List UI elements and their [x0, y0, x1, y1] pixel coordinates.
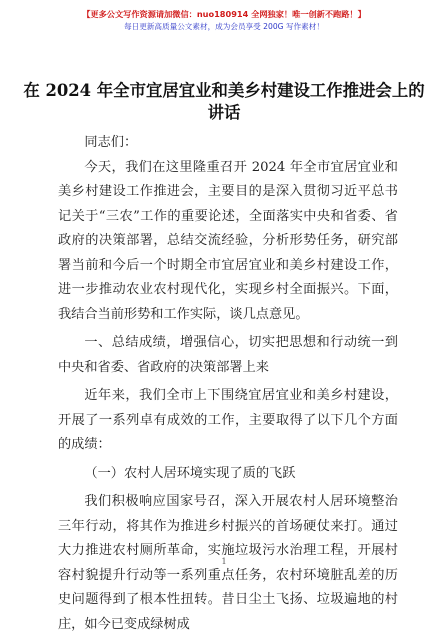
subsection-heading: （一）农村人居环境实现了质的飞跃: [84, 465, 296, 481]
page-number: 1: [221, 557, 227, 566]
paragraph-body: 我们积极响应国家号召，深入开展农村人居环境整治三年行动，将其作为推进乡村振兴的首场硬仗来打。通过大力推进农村厕所革命，实施垃圾污水治理工程，开展村容村貌提升行动等一系列重点任务，农村环境脏乱差的历史问题得到了根本性扭转。昔日尘土飞扬、垃圾遍地的村庄，如今已变成绿树成: [58, 494, 398, 632]
section-heading: 一、总结成绩，增强信心，切实把思想和行动统一到中央和省委、省政府的决策部署上来: [58, 335, 398, 375]
document-title: 在 2024 年全市宜居宜业和美乡村建设工作推进会上的讲话: [23, 81, 425, 122]
paragraph-intro: 今天，我们在这里隆重召开 2024 年全市宜居宜业和美乡村建设工作推进会，主要目的是深入贯彻习近平总书记关于“三农”工作的重要论述，全面落实中央和省委、省政府的决策部署，总结交流经验，分析形势任务，研究部署当前和今后一个时期全市宜居宜业和美乡村建设工作，进一步推动农业农村现代化，实现乡村全面振兴。下面，我结合当前形势和工作实际，谈几点意见。: [58, 159, 398, 322]
salutation: 同志们：: [84, 135, 138, 150]
promo-banner: [0, 9, 448, 32]
promo-line-1: 【更多公文写作资源请加微信：nuo180914 全网独家！唯一创新不跑路！】: [82, 9, 366, 19]
promo-line-2: 每日更新高质量公文素材，成为会员享受 200G 写作素材！: [124, 22, 324, 31]
paragraph-summary: 近年来，我们全市上下围绕宜居宜业和美乡村建设，开展了一系列卓有成效的工作，主要取得了以下几个方面的成绩：: [58, 388, 398, 452]
